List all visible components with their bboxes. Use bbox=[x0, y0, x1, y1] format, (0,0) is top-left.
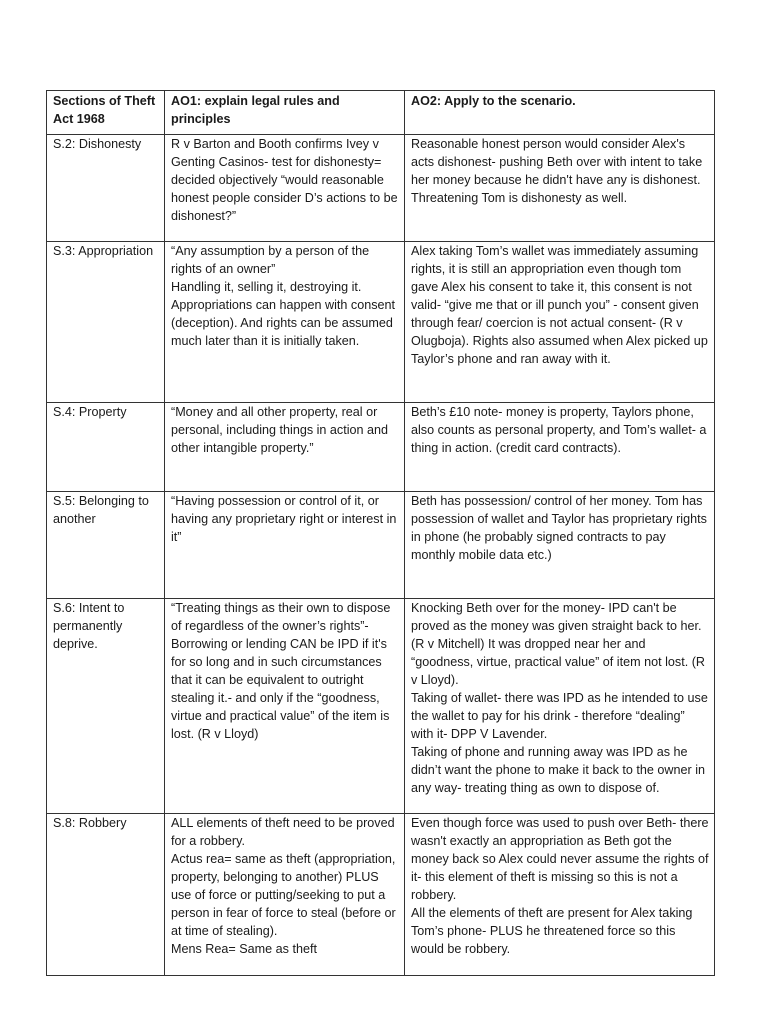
header-ao2-text: AO2: Apply to the scenario. bbox=[411, 94, 576, 108]
ao1-cell bbox=[165, 403, 405, 492]
ao1-cell bbox=[165, 492, 405, 599]
section-text: S.4: Property bbox=[53, 405, 127, 419]
header-ao1 bbox=[165, 91, 405, 135]
section-cell bbox=[47, 599, 165, 814]
section-text: S.6: Intent to permanently deprive. bbox=[53, 601, 125, 651]
table-row bbox=[47, 492, 715, 599]
ao2-text: Reasonable honest person would consider Alex's acts dishonest- pushing Beth over with intent to take her money because he didn't have any is dishonest. Threatening Tom is dishonesty as well. bbox=[411, 137, 703, 205]
table-row bbox=[47, 135, 715, 242]
section-text: S.3: Appropriation bbox=[53, 244, 154, 258]
ao2-cell bbox=[405, 242, 715, 403]
section-text: S.2: Dishonesty bbox=[53, 137, 142, 151]
section-text: S.5: Belonging to another bbox=[53, 494, 149, 526]
ao2-cell bbox=[405, 135, 715, 242]
header-sections bbox=[47, 91, 165, 135]
ao2-text: Knocking Beth over for the money- IPD can't be proved as the money was given straight back to her. (R v Mitchell) It was dropped near her and “goodness, virtue, practical value” of item not lost. (R v Lloyd). Taking of wallet- there was IPD as he intended to use the wallet to pay for his drink - therefore “dealing” with it- DPP V Lavender. Taking of phone and running away was IPD as he didn’t want the phone to make it back to the owner in any way- treating thing as own to dispose of. bbox=[411, 601, 708, 795]
section-text: S.8: Robbery bbox=[53, 816, 127, 830]
ao1-text: “Money and all other property, real or personal, including things in action and other intangible property.” bbox=[171, 405, 389, 455]
section-cell bbox=[47, 492, 165, 599]
ao1-text: “Having possession or control of it, or having any proprietary right or interest in it” bbox=[171, 494, 397, 544]
table-row bbox=[47, 599, 715, 814]
table-row bbox=[47, 242, 715, 403]
header-sections-text: Sections of Theft Act 1968 bbox=[53, 94, 156, 126]
section-cell bbox=[47, 242, 165, 403]
ao2-text: Alex taking Tom’s wallet was immediately assuming rights, it is still an appropriation even though tom gave Alex his consent to take it, this consent is not valid- “give me that or ill punch you” - consent given through fear/ coercion is not actual consent- (R v Olugboja). Rights also assumed when Alex picked up Taylor’s phone and ran away with it. bbox=[411, 244, 708, 366]
ao2-cell bbox=[405, 403, 715, 492]
section-cell bbox=[47, 814, 165, 976]
ao1-cell bbox=[165, 135, 405, 242]
ao2-cell bbox=[405, 599, 715, 814]
ao1-cell bbox=[165, 242, 405, 403]
ao1-text: “Treating things as their own to dispose of regardless of the owner’s rights”- Borrowing or lending CAN be IPD if it's for so long and in such circumstances that it can be equivalent to outright stealing it.- and only if the “goodness, virtue and practical value” of the item is lost. (R v Lloyd) bbox=[171, 601, 391, 741]
header-ao2 bbox=[405, 91, 715, 135]
table-row bbox=[47, 814, 715, 976]
table-header-row bbox=[47, 91, 715, 135]
ao1-cell bbox=[165, 599, 405, 814]
ao1-text: ALL elements of theft need to be proved for a robbery. Actus rea= same as theft (appropriation, property, belonging to another) PLUS use of force or putting/seeking to put a person in fear of force to steal (before or at time of stealing). Mens Rea= Same as theft bbox=[171, 816, 396, 956]
ao2-cell bbox=[405, 814, 715, 976]
ao2-text: Even though force was used to push over Beth- there wasn't exactly an appropriation as Beth got the money back so Alex could never assume the rights of it- this element of theft is missing so this is not a robbery. All the elements of theft are present for Alex taking Tom’s phone- PLUS he threatened force so this would be robbery. bbox=[411, 816, 709, 956]
ao2-cell bbox=[405, 492, 715, 599]
ao1-text: R v Barton and Booth confirms Ivey v Genting Casinos- test for dishonesty= decided objectively “would reasonable honest people consider D’s actions to be dishonest?” bbox=[171, 137, 398, 223]
ao1-text: “Any assumption by a person of the rights of an owner” Handling it, selling it, destroying it. Appropriations can happen with consent (deception). And rights can be assumed much later than it is initially taken. bbox=[171, 244, 396, 348]
section-cell bbox=[47, 403, 165, 492]
ao1-cell bbox=[165, 814, 405, 976]
ao2-text: Beth’s £10 note- money is property, Taylors phone, also counts as personal property, and Tom’s wallet- a thing in action. (credit card contracts). bbox=[411, 405, 707, 455]
table-row bbox=[47, 403, 715, 492]
ao2-text: Beth has possession/ control of her money. Tom has possession of wallet and Taylor has proprietary rights in phone (he probably signed contracts to pay monthly mobile data etc.) bbox=[411, 494, 707, 562]
header-ao1-text: AO1: explain legal rules and principles bbox=[171, 94, 340, 126]
theft-act-table bbox=[46, 90, 715, 976]
section-cell bbox=[47, 135, 165, 242]
